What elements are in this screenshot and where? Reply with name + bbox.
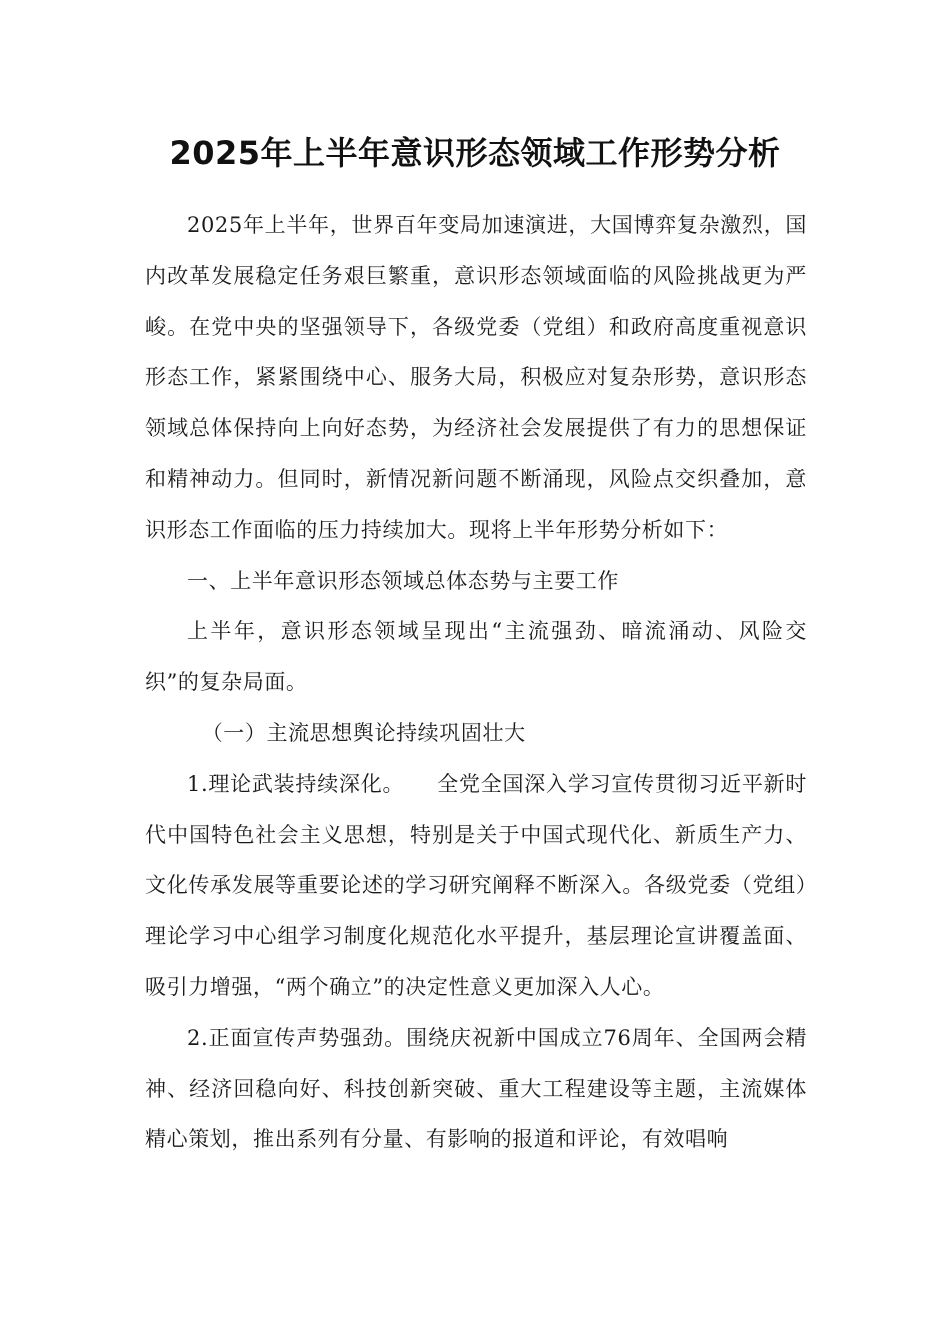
- item-1-paragraph: [145, 759, 807, 1013]
- item-2-body: 围绕庆祝新中国成立76周年、全国两会精神、经济回稳向好、科技创新突破、重大工程建设等主题，主流媒体精心策划，推出系列有分量、有影响的报道和评论，有效唱响: [145, 1025, 807, 1152]
- item-2-paragraph: [145, 1013, 807, 1165]
- item-2-lead: 2.正面宣传声势强劲。: [187, 1025, 407, 1050]
- section-1-heading: 一、上半年意识形态领域总体态势与主要工作: [187, 568, 619, 593]
- item-1-body: 全党全国深入学习宣传贯彻习近平新时代中国特色社会主义思想，特别是关于中国式现代化、新质生产力、文化传承发展等重要论述的学习研究阐释不断深入。各级党委（党组）理论学习中心组学习制度化规范化水平提升，基层理论宣讲覆盖面、吸引力增强，“两个确立”的决定性意义更加深入人心。: [145, 771, 808, 999]
- item-1-lead: 1.理论武装持续深化。: [187, 771, 394, 796]
- subsection-1-heading: （一）主流思想舆论持续巩固壮大: [201, 720, 526, 745]
- intro-paragraph: 2025年上半年，世界百年变局加速演进，大国博弈复杂激烈，国内改革发展稳定任务艰巨繁重，意识形态领域面临的风险挑战更为严峻。在党中央的坚强领导下，各级党委（党组）和政府高度重视意识形态工作，紧紧围绕中心、服务大局，积极应对复杂形势，意识形态领域总体保持向上向好态势，为经济社会发展提供了有力的思想保证和精神动力。但同时，新情况新问题不断涌现，风险点交织叠加，意识形态工作面临的压力持续加大。现将上半年形势分析如下：: [145, 213, 807, 542]
- document-body: [145, 200, 807, 1165]
- section-1-overview: 上半年，意识形态领域呈现出“主流强劲、暗流涌动、风险交织”的复杂局面。: [145, 619, 807, 695]
- document-title: 2025年上半年意识形态领域工作形势分析: [169, 134, 781, 172]
